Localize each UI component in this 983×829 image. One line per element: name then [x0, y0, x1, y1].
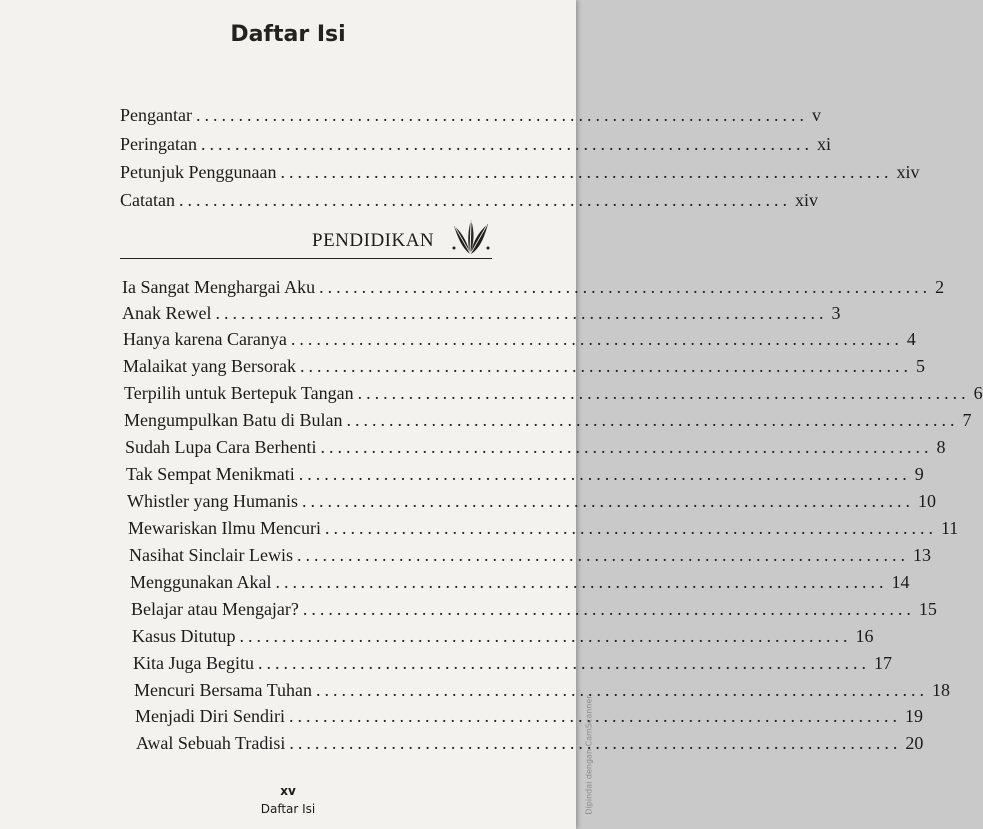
toc-row-catatan — [120, 189, 818, 211]
toc-entry-page: 4 — [906, 329, 916, 349]
toc-leader-dots: ........................................................................ — [178, 190, 791, 210]
toc-entry-page: v — [811, 105, 821, 125]
toc-row — [129, 544, 931, 566]
toc-entry-page: 3 — [831, 303, 841, 323]
running-footer: Daftar Isi — [260, 802, 316, 816]
toc-leader-dots: ........................................................................ — [288, 706, 901, 726]
scanner-watermark-text: Dipindai dengan CamScanner — [584, 695, 594, 815]
leaf-ornament-icon — [450, 218, 492, 261]
toc-leader-dots: ........................................................................ — [315, 680, 928, 700]
scanner-watermark — [579, 690, 599, 820]
toc-entry-page: xiv — [794, 190, 818, 210]
toc-row — [128, 517, 959, 539]
toc-entry-page: 8 — [936, 437, 946, 457]
page-title: Daftar Isi — [230, 22, 346, 47]
toc-row — [124, 382, 983, 404]
toc-entry-page: 15 — [918, 599, 937, 619]
toc-entry-page: 13 — [912, 545, 931, 565]
toc-row — [131, 598, 937, 620]
toc-row — [133, 652, 892, 674]
toc-row-pengantar — [120, 104, 821, 126]
toc-entry-title: Petunjuk Penggunaan — [120, 162, 277, 182]
toc-row — [134, 679, 950, 701]
toc-leader-dots: ........................................................................ — [275, 572, 888, 592]
toc-leader-dots: ........................................................................ — [200, 134, 813, 154]
toc-leader-dots: ........................................................................ — [257, 653, 870, 673]
toc-row — [126, 463, 924, 485]
toc-entry-title: Menjadi Diri Sendiri — [135, 706, 285, 726]
toc-row — [136, 732, 924, 754]
toc-entry-title: Hanya karena Caranya — [123, 329, 287, 349]
toc-entry-title: Ia Sangat Menghargai Aku — [122, 277, 316, 297]
page-number: xv — [280, 784, 296, 798]
toc-row — [132, 625, 874, 647]
toc-entry-title: Kasus Ditutup — [132, 626, 236, 646]
toc-leader-dots: ........................................................................ — [195, 105, 808, 125]
toc-leader-dots: ........................................................................ — [324, 518, 937, 538]
toc-entry-page: 19 — [904, 706, 923, 726]
toc-leader-dots: ........................................................................ — [302, 599, 915, 619]
toc-entry-title: Belajar atau Mengajar? — [131, 599, 299, 619]
toc-entry-page: 10 — [917, 491, 936, 511]
toc-entry-page: 20 — [905, 733, 924, 753]
toc-row — [125, 436, 946, 458]
toc-row — [123, 328, 916, 350]
toc-entry-title: Tak Sempat Menikmati — [126, 464, 295, 484]
toc-entry-title: Whistler yang Humanis — [127, 491, 298, 511]
toc-entry-title: Mengumpulkan Batu di Bulan — [124, 410, 343, 430]
toc-entry-title: Kita Juga Begitu — [133, 653, 254, 673]
toc-leader-dots: ........................................................................ — [301, 491, 914, 511]
toc-entry-title: Sudah Lupa Cara Berhenti — [125, 437, 317, 457]
section-header — [120, 218, 492, 262]
toc-leader-dots: ........................................................................ — [357, 383, 970, 403]
toc-leader-dots: ........................................................................ — [296, 545, 909, 565]
toc-leader-dots: ........................................................................ — [239, 626, 852, 646]
toc-entry-page: 6 — [973, 383, 983, 403]
toc-entry-title: Catatan — [120, 190, 175, 210]
toc-entry-title: Awal Sebuah Tradisi — [136, 733, 286, 753]
toc-entry-page: xi — [816, 134, 831, 154]
toc-leader-dots: ........................................................................ — [215, 303, 828, 323]
toc-entry-page: 5 — [915, 356, 925, 376]
toc-leader-dots: ........................................................................ — [299, 356, 912, 376]
toc-leader-dots: ........................................................................ — [319, 277, 932, 297]
toc-entry-title: Terpilih untuk Bertepuk Tangan — [124, 383, 354, 403]
toc-entry-page: 16 — [855, 626, 874, 646]
toc-entry-title: Menggunakan Akal — [130, 572, 272, 592]
section-divider — [120, 258, 492, 259]
toc-row — [122, 302, 841, 324]
toc-leader-dots: ........................................................................ — [280, 162, 893, 182]
toc-row — [122, 276, 945, 298]
toc-entry-page: 11 — [940, 518, 959, 538]
toc-entry-title: Nasihat Sinclair Lewis — [129, 545, 293, 565]
toc-entry-title: Mencuri Bersama Tuhan — [134, 680, 312, 700]
toc-entry-title: Peringatan — [120, 134, 197, 154]
toc-entry-page: 7 — [962, 410, 972, 430]
toc-row — [124, 409, 972, 431]
toc-entry-title: Malaikat yang Bersorak — [123, 356, 296, 376]
toc-entry-page: 14 — [891, 572, 910, 592]
toc-row-peringatan — [120, 133, 831, 155]
toc-entry-title: Mewariskan Ilmu Mencuri — [128, 518, 321, 538]
toc-leader-dots: ........................................................................ — [290, 329, 903, 349]
toc-entry-title: Anak Rewel — [122, 303, 212, 323]
toc-row-petunjuk — [120, 161, 920, 183]
toc-entry-page: 2 — [935, 277, 945, 297]
toc-leader-dots: ........................................................................ — [298, 464, 911, 484]
section-title: PENDIDIKAN — [312, 230, 435, 251]
toc-entry-page: 17 — [873, 653, 892, 673]
toc-leader-dots: ........................................................................ — [289, 733, 902, 753]
toc-row — [135, 705, 923, 727]
toc-entry-page: xiv — [896, 162, 920, 182]
toc-row — [130, 571, 910, 593]
toc-leader-dots: ........................................................................ — [346, 410, 959, 430]
toc-row — [127, 490, 936, 512]
toc-row — [123, 355, 925, 377]
toc-entry-page: 9 — [914, 464, 924, 484]
toc-entry-page: 18 — [931, 680, 950, 700]
toc-leader-dots: ........................................................................ — [320, 437, 933, 457]
toc-entry-title: Pengantar — [120, 105, 192, 125]
